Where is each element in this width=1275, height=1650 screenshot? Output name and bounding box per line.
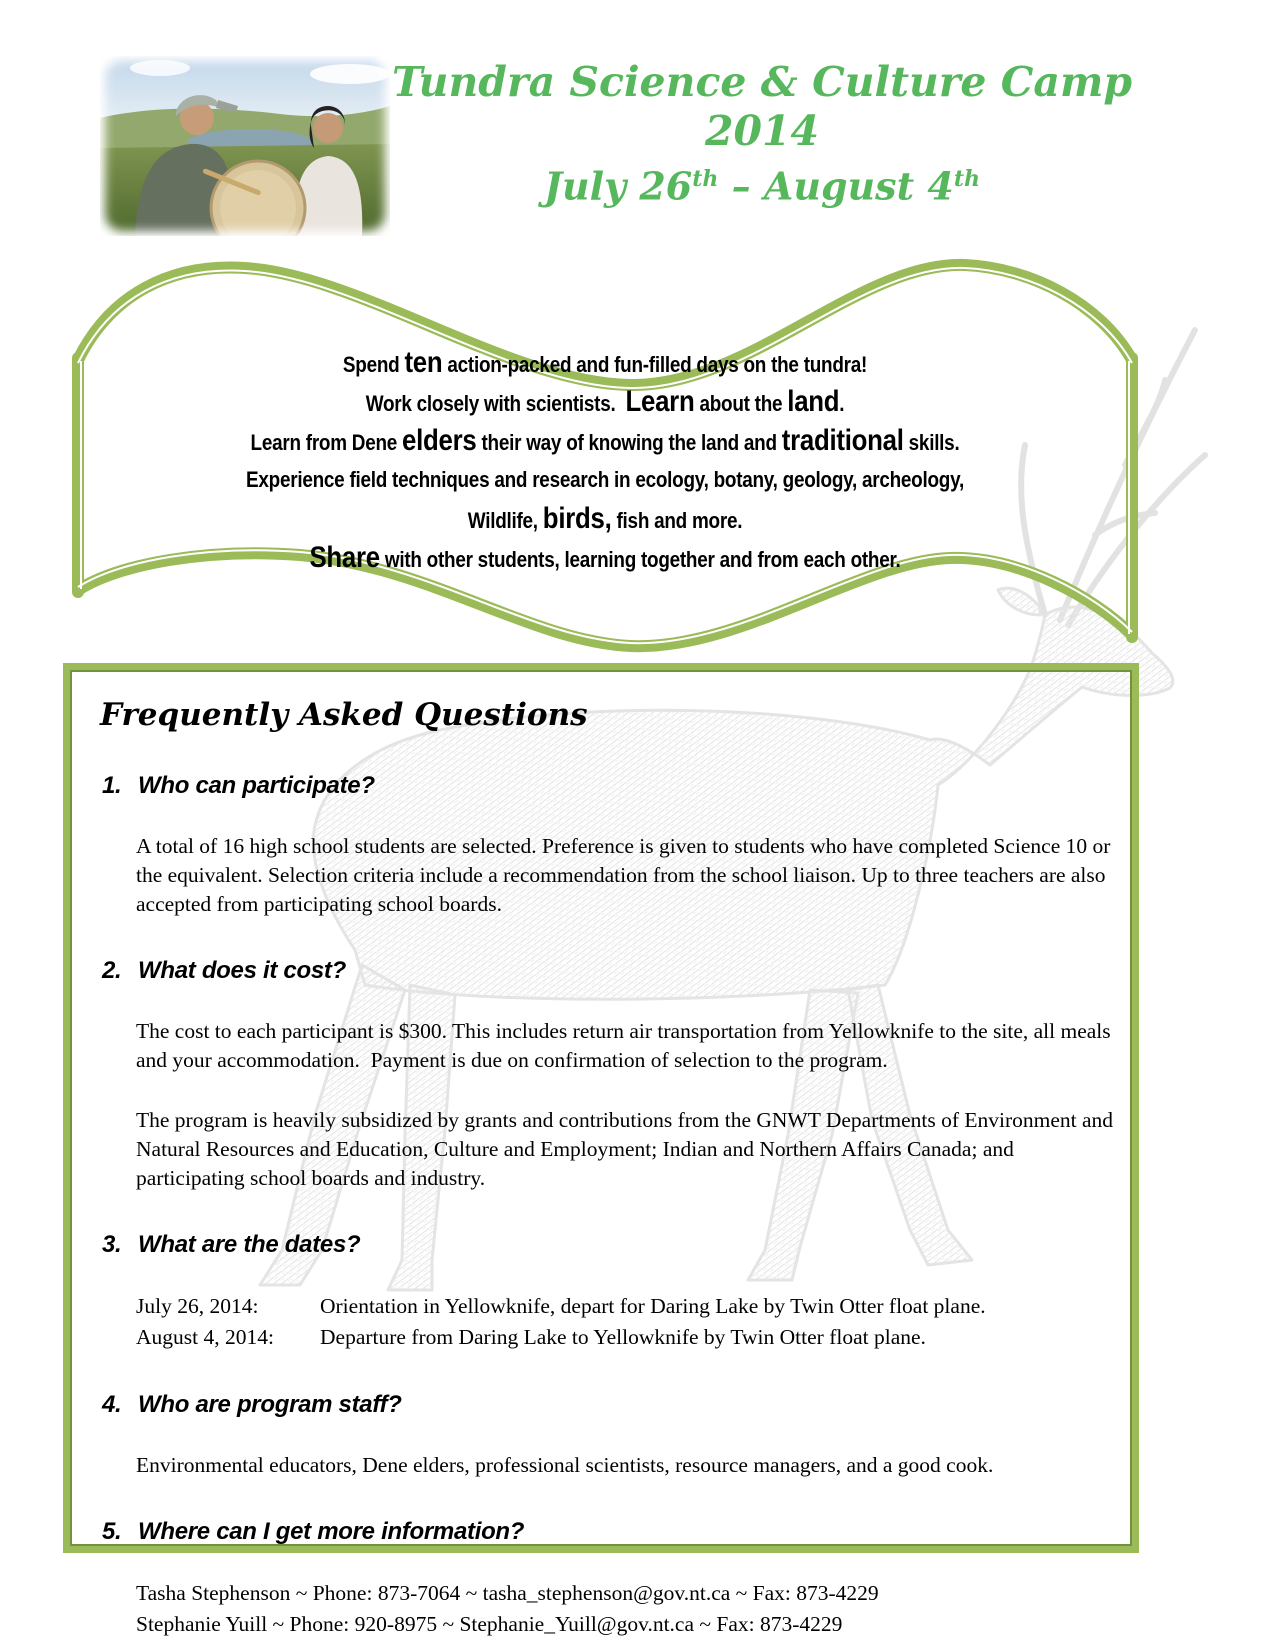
faq-list	[98, 771, 1119, 1640]
intro-text-segment: Spend	[342, 352, 405, 377]
intro-emphasis-word: ten	[404, 346, 443, 379]
intro-text	[105, 343, 1105, 577]
faq-answer-paragraph: The cost to each participant is $300. This includes return air transportation from Yellowknife to the site, all meals and your accommodation. Payment is due on confirmation of selection to the program.	[136, 1019, 1117, 1072]
intro-text-segment: skills.	[903, 430, 960, 455]
intro-emphasis-word: elders	[402, 424, 477, 457]
intro-text-segment: fish and more.	[611, 508, 743, 533]
faq-question-text: What are the dates?	[138, 1231, 361, 1258]
intro-banner	[60, 245, 1150, 655]
intro-emphasis-word: land	[787, 385, 840, 418]
faq-question-number: 4.	[102, 1391, 122, 1418]
page-title: Tundra Science & Culture Camp	[391, 58, 1133, 106]
schedule-date: August 4, 2014:	[136, 1325, 274, 1349]
date-start: July 26	[544, 163, 693, 209]
date-separator: –	[718, 163, 764, 209]
faq-question-number: 2.	[102, 957, 122, 984]
contact-block	[136, 1578, 1108, 1640]
intro-emphasis-word: Learn	[625, 385, 695, 418]
intro-text-segment: Work closely with scientists.	[365, 391, 626, 416]
schedule-description: Departure from Daring Lake to Yellowknife by Twin Otter float plane.	[320, 1325, 926, 1349]
intro-line	[175, 460, 1035, 499]
faq-answer-paragraph: A total of 16 high school students are selected. Preference is given to students who have completed Science 10 or the equivalent. Selection criteria include a recommendation from the school liaison. Up to three teachers are also accepted from participating school boards.	[136, 834, 1116, 916]
faq-question	[102, 1230, 1108, 1260]
intro-text-segment: action-packed and fun-filled days on the tundra!	[442, 352, 868, 377]
intro-line	[175, 421, 1035, 460]
faq-question-number: 1.	[102, 772, 122, 799]
date-sup: th	[692, 166, 719, 192]
contact-line: Tasha Stephenson ~ Phone: 873-7064 ~ tasha_stephenson@gov.nt.ca ~ Fax: 873-4229	[136, 1581, 879, 1605]
contact-line: Stephanie Yuill ~ Phone: 920-8975 ~ Stephanie_Yuill@gov.nt.ca ~ Fax: 873-4229	[136, 1612, 843, 1636]
schedule-row	[136, 1322, 1108, 1353]
faq-question-text: Where can I get more information?	[138, 1518, 525, 1545]
faq-heading: Frequently Asked Questions	[100, 697, 588, 733]
schedule-block	[136, 1291, 1108, 1353]
intro-line	[175, 343, 1035, 382]
faq-answer-paragraph: The program is heavily subsidized by grants and contributions from the GNWT Departments of Environment and Natural Resources and Education, Culture and Employment; Indian and Northern Affairs Canada; and participating school boards and industry.	[136, 1108, 1119, 1190]
title-dates	[388, 156, 1136, 210]
faq-answer-paragraph: Environmental educators, Dene elders, professional scientists, resource managers, and a good cook.	[136, 1453, 994, 1477]
faq-question-text: What does it cost?	[138, 957, 346, 984]
faq-inner-border	[70, 670, 1132, 1636]
faq-question	[102, 771, 1108, 801]
intro-text-segment: with other students, learning together and from each other.	[379, 547, 901, 572]
intro-text-segment: .	[839, 391, 845, 416]
intro-line	[175, 538, 1035, 577]
intro-line	[175, 499, 1035, 538]
faq-question	[102, 1517, 1108, 1547]
intro-emphasis-word: traditional	[781, 424, 904, 457]
faq-question-text: Who can participate?	[138, 772, 375, 799]
schedule-row	[136, 1291, 1108, 1322]
faq-question-text: Who are program staff?	[138, 1391, 402, 1418]
intro-line	[175, 382, 1035, 421]
camp-photo	[100, 56, 390, 236]
intro-text-segment: Experience field techniques and research in ecology, botany, geology, archeology,	[246, 467, 964, 492]
date-sup: th	[953, 166, 980, 192]
date-end: August 4	[763, 163, 954, 209]
schedule-description: Orientation in Yellowknife, depart for Daring Lake by Twin Otter float plane.	[320, 1294, 986, 1318]
intro-text-segment: Learn from Dene	[250, 430, 403, 455]
title-block	[388, 58, 1136, 210]
title-year: 2014	[704, 107, 820, 155]
faq-question-number: 3.	[102, 1231, 122, 1258]
intro-emphasis-word: Share	[309, 541, 380, 574]
faq-question-number: 5.	[102, 1518, 122, 1545]
faq-question	[102, 1390, 1108, 1420]
faq-question	[102, 956, 1108, 986]
intro-emphasis-word: birds,	[542, 502, 612, 535]
intro-text-segment: their way of knowing the land and	[476, 430, 782, 455]
header	[0, 0, 1275, 240]
schedule-date: July 26, 2014:	[136, 1294, 259, 1318]
faq-section	[63, 663, 1139, 1636]
intro-text-segment: about the	[694, 391, 788, 416]
intro-text-segment: Wildlife,	[467, 508, 543, 533]
